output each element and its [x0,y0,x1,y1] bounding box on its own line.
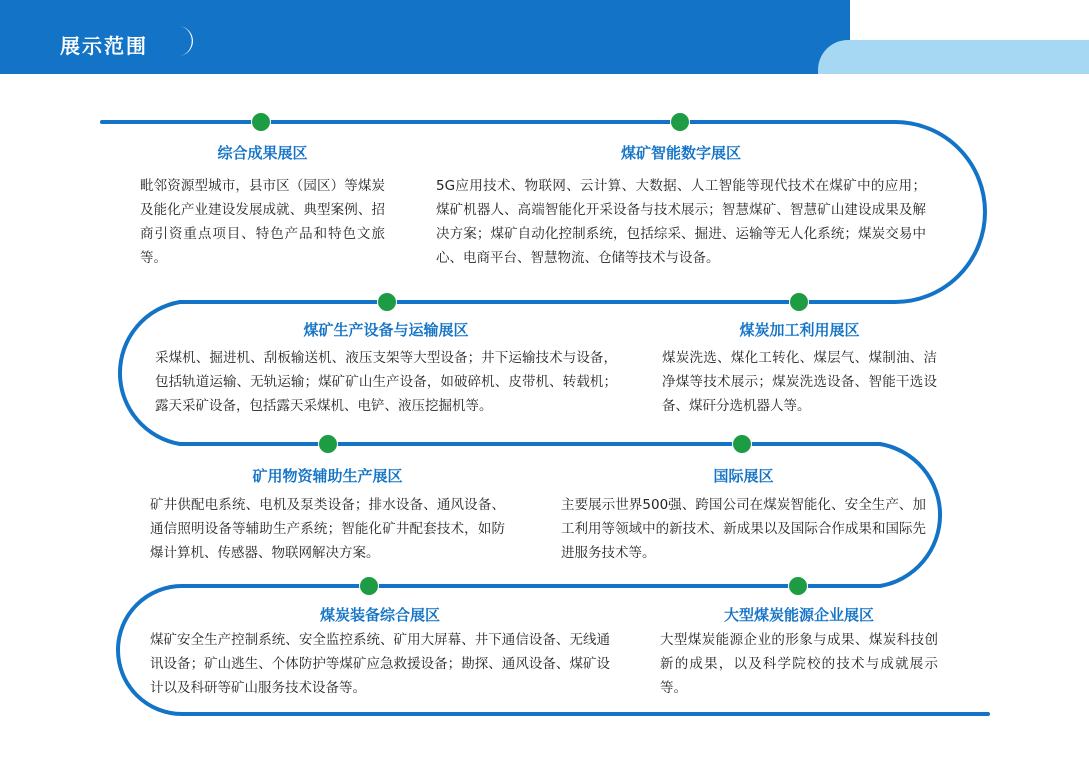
exhibition-title: 煤矿智能数字展区 [620,144,741,162]
exhibition-title: 矿用物资辅助生产展区 [252,467,403,485]
path-dot [670,112,690,132]
exhibition-description: 5G应用技术、物联网、云计算、大数据、人工智能等现代技术在煤矿中的应用；煤矿机器人、高端智能化开采设备与技术展示；智慧煤矿、智慧矿山建设成果及解决方案；煤矿自动化控制系统，包括综采、掘进、运输等无人化系统；煤炭交易中心、电商平台、智慧物流、仓储等技术与设备。 [436,178,926,266]
path-dot [377,292,397,312]
path-dot [359,576,379,596]
exhibition-description: 毗邻资源型城市，县市区（园区）等煤炭及能化产业建设发展成就、典型案例、招商引资重点项目、特色产品和特色文旅等。 [140,178,385,266]
exhibition-title: 煤炭装备综合展区 [319,606,440,624]
exhibition-description: 大型煤炭能源企业的形象与成果、煤炭科技创新的成果，以及科学院校的技术与成就展示等。 [660,632,938,696]
exhibition-title: 综合成果展区 [217,144,308,162]
path-dot [788,576,808,596]
exhibition-description: 煤矿安全生产控制系统、安全监控系统、矿用大屏幕、井下通信设备、无线通讯设备；矿山逃生、个体防护等煤矿应急救援设备；勘探、通风设备、煤矿设计以及科研等矿山服务技术设备等。 [150,632,610,696]
exhibition-title: 国际展区 [713,467,774,485]
exhibition-title: 大型煤炭能源企业展区 [723,606,874,624]
path-dot [732,434,752,454]
exhibition-description: 矿井供配电系统、电机及泵类设备；排水设备、通风设备、通信照明设备等辅助生产系统；智能化矿井配套技术，如防爆计算机、传感器、物联网解决方案。 [150,497,505,561]
path-dot [251,112,271,132]
exhibition-title: 煤矿生产设备与运输展区 [303,321,469,339]
exhibition-description: 主要展示世界500强、跨国公司在煤炭智能化、安全生产、加工利用等领域中的新技术、新成果以及国际合作成果和国际先进服务技术等。 [561,497,926,561]
path-dot [789,292,809,312]
exhibition-description: 采煤机、掘进机、刮板输送机、液压支架等大型设备；井下运输技术与设备，包括轨道运输、无轨运输；煤矿矿山生产设备，如破碎机、皮带机、转载机；露天采矿设备，包括露天采煤机、电铲、液压挖掘机等。 [155,350,617,414]
exhibition-description: 煤炭洗选、煤化工转化、煤层气、煤制油、洁净煤等技术展示；煤炭洗选设备、智能干选设备、煤矸分选机器人等。 [662,350,937,414]
page-title: 展示范围 [60,34,148,58]
exhibition-title: 煤炭加工利用展区 [739,321,860,339]
path-dot [318,434,338,454]
